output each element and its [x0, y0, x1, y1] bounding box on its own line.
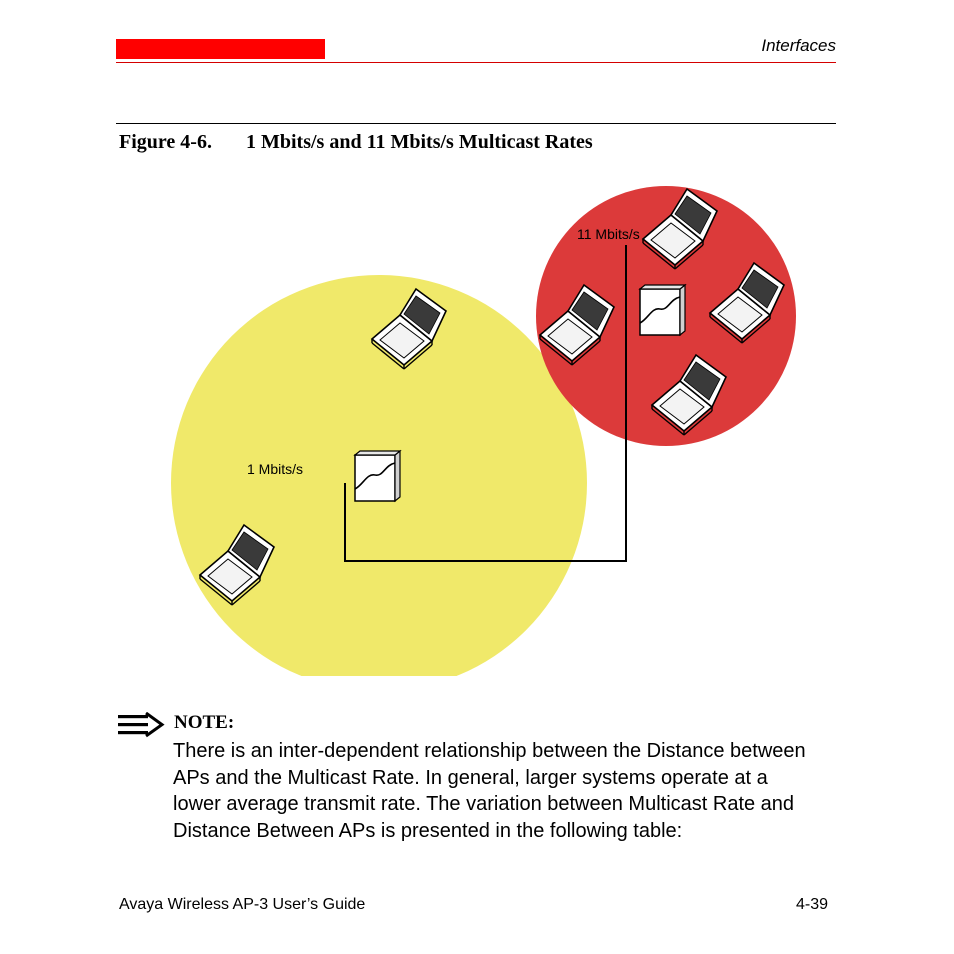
low-rate-label: 1 Mbits/s	[247, 461, 304, 477]
figure-number: Figure 4-6.	[119, 131, 212, 153]
header-accent-bar	[116, 39, 325, 59]
multicast-diagram	[170, 183, 797, 676]
header-section-title: Interfaces	[761, 36, 836, 55]
note-arrow-icon	[116, 712, 166, 738]
footer-document-title: Avaya Wireless AP-3 User’s Guide	[119, 896, 366, 913]
figure-rule	[116, 123, 836, 124]
header-rule	[116, 62, 836, 63]
figure-title: 1 Mbits/s and 11 Mbits/s Multicast Rates	[246, 131, 593, 153]
access-point-high-rate	[640, 285, 685, 335]
note-label: NOTE:	[174, 712, 235, 733]
high-rate-label: 11 Mbits/s	[577, 226, 640, 242]
figure-caption	[119, 131, 593, 154]
footer-page-number: 4-39	[795, 896, 828, 913]
note-body-text: There is an inter-dependent relationship between the Distance between APs and the Multicast Rate. In general, larger systems operate at a lower average transmit rate. The variation between Multicast Rate and Distance Between APs is presented in the following table:	[173, 740, 806, 842]
access-point-low-rate	[355, 451, 400, 501]
